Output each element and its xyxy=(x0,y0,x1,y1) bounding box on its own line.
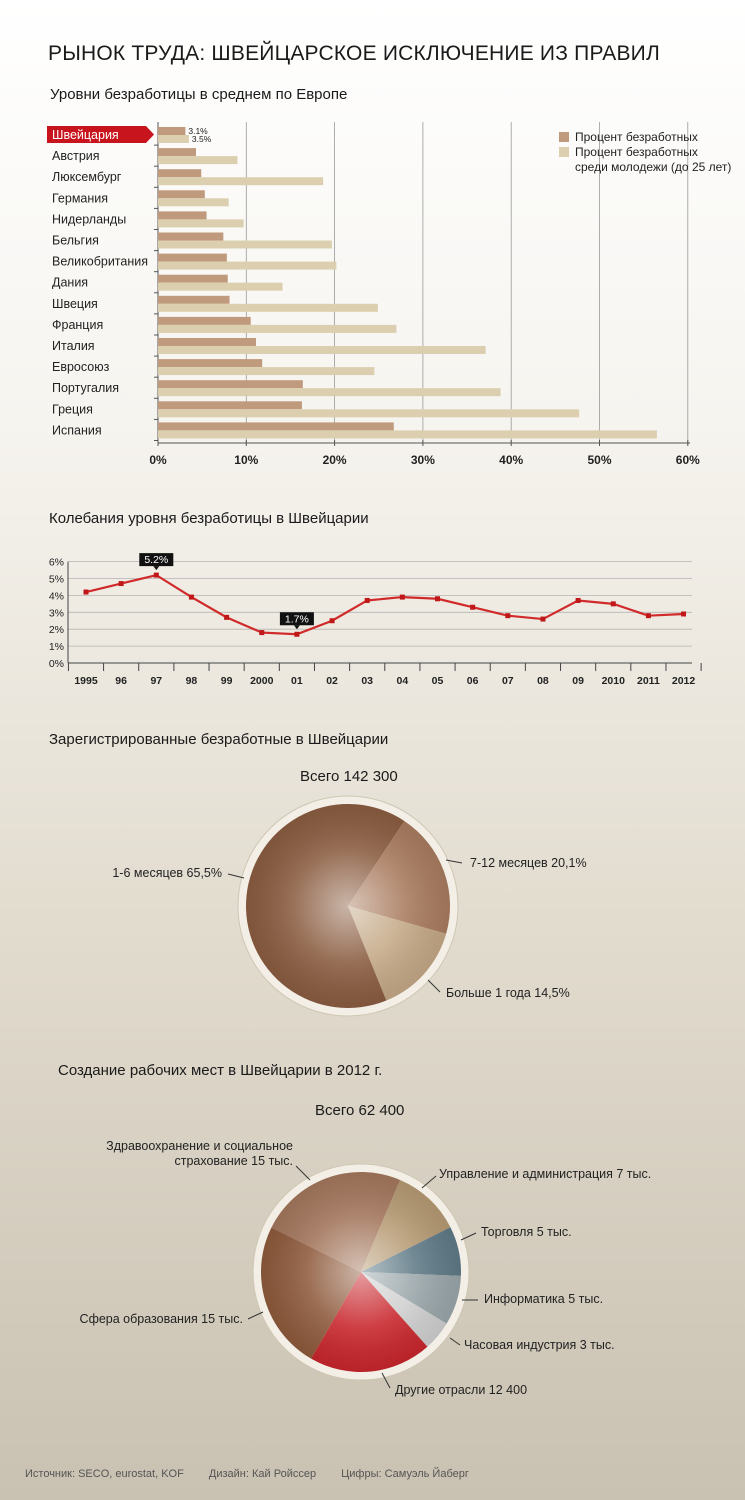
bar-category-label: Германия xyxy=(52,191,109,206)
bar-category-label: Австрия xyxy=(52,149,100,164)
line-point xyxy=(154,573,159,578)
line-point xyxy=(505,613,510,618)
line-point xyxy=(435,596,440,601)
line-point xyxy=(540,617,545,622)
pie-chart-unemployed xyxy=(0,790,745,1030)
line-point xyxy=(330,618,335,623)
bar-category-label: Евросоюз xyxy=(52,360,110,375)
bar-data-label: 3.5% xyxy=(191,134,212,144)
line-xtick-label: 02 xyxy=(326,675,338,687)
bar-xtick-label: 0% xyxy=(149,453,167,467)
bar-category-label: Италия xyxy=(52,339,95,353)
legend-label: Процент безработных xyxy=(575,130,698,144)
line-series xyxy=(86,575,684,634)
line-xtick-label: 08 xyxy=(537,675,549,687)
bar-xtick-label: 60% xyxy=(675,453,700,467)
bar-unemployed xyxy=(158,190,205,198)
line-ytick-label: 1% xyxy=(48,641,64,654)
line-point xyxy=(224,615,229,620)
bar-data-label: 3.1% xyxy=(188,126,208,136)
bar-category-label: Нидерланды xyxy=(52,212,127,227)
pie2-title: Создание рабочих мест в Швейцарии в 2012 г. xyxy=(58,1062,383,1079)
pie-shine xyxy=(246,804,450,1008)
bar-category-label: Дания xyxy=(52,275,89,290)
bar-unemployed xyxy=(158,233,223,241)
line-point xyxy=(294,632,299,637)
pie-leader-line xyxy=(228,874,244,878)
bar-youth xyxy=(158,346,486,354)
line-point xyxy=(119,581,124,586)
pie-leader-line xyxy=(248,1312,263,1319)
bar-xtick-label: 50% xyxy=(587,453,612,467)
bar-unemployed xyxy=(158,338,256,346)
line-xtick-label: 2011 xyxy=(637,675,660,687)
pie-slice-label: Здравоохранение и социальное xyxy=(106,1139,293,1153)
bar-unemployed xyxy=(158,401,302,409)
line-point xyxy=(576,598,581,603)
bar-unemployed xyxy=(158,275,228,283)
line-ytick-label: 0% xyxy=(48,658,64,670)
pie1-title: Зарегистрированные безработные в Швейцарии xyxy=(49,731,389,748)
pie-slice-label: Управление и администрация 7 тыс. xyxy=(439,1167,652,1181)
pie-chart-jobs xyxy=(0,1130,745,1420)
legend-swatch-unemployed xyxy=(559,132,569,142)
line-point xyxy=(646,613,651,618)
line-ytick-label: 4% xyxy=(48,590,64,603)
bar-youth xyxy=(158,388,501,396)
bar-youth xyxy=(158,241,332,249)
bar-category-label: Великобритания xyxy=(52,254,148,269)
bar-category-label: Испания xyxy=(52,423,102,438)
pie-leader-line xyxy=(296,1166,310,1180)
line-annotation-label: 5.2% xyxy=(144,554,169,567)
line-point xyxy=(681,611,686,616)
pie-slice-label: 1-6 месяцев 65,5% xyxy=(112,866,222,880)
bar-category-label: Греция xyxy=(52,402,93,417)
line-xtick-label: 98 xyxy=(185,675,198,687)
line-point xyxy=(400,595,405,600)
pie-slice-label: Больше 1 года 14,5% xyxy=(446,986,570,1000)
line-annotation-pointer xyxy=(294,625,300,629)
bar-xtick-label: 30% xyxy=(410,453,435,467)
pie-slice-label: Информатика 5 тыс. xyxy=(484,1292,604,1306)
bar-chart-title: Уровни безработицы в среднем по Европе xyxy=(50,86,348,103)
line-xtick-label: 04 xyxy=(396,675,409,687)
bar-unemployed xyxy=(158,317,251,325)
line-point xyxy=(611,601,616,606)
line-xtick-label: 96 xyxy=(115,675,127,687)
footer-figures: Цифры: Самуэль Йаберг xyxy=(341,1468,469,1480)
line-point xyxy=(259,630,264,635)
bar-youth xyxy=(158,304,378,312)
bar-youth xyxy=(158,156,237,164)
legend-label: Процент безработных xyxy=(575,145,698,159)
line-xtick-label: 2000 xyxy=(250,675,274,687)
line-point xyxy=(365,598,370,603)
bar-xtick-label: 10% xyxy=(234,453,259,467)
line-xtick-label: 01 xyxy=(291,675,303,687)
pie-leader-line xyxy=(428,980,440,992)
line-xtick-label: 05 xyxy=(431,675,444,687)
line-ytick-label: 6% xyxy=(48,556,64,569)
bar-unemployed xyxy=(158,359,262,367)
line-ytick-label: 5% xyxy=(48,573,64,586)
line-xtick-label: 2010 xyxy=(601,675,625,687)
pie-slice-label: Часовая индустрия 3 тыс. xyxy=(464,1338,615,1352)
bar-youth xyxy=(158,367,374,375)
bar-unemployed xyxy=(158,254,227,262)
pie-slice-label: Сфера образования 15 тыс. xyxy=(79,1312,243,1326)
line-chart-title: Колебания уровня безработицы в Швейцарии xyxy=(49,510,369,527)
bar-xtick-label: 20% xyxy=(322,453,347,467)
pie-shine xyxy=(261,1172,461,1372)
bar-unemployed xyxy=(158,127,185,135)
pie-leader-line xyxy=(450,1338,460,1345)
line-annotation-label: 1.7% xyxy=(284,613,309,626)
line-ytick-label: 2% xyxy=(48,624,64,637)
bar-unemployed xyxy=(158,211,207,219)
line-xtick-label: 97 xyxy=(150,675,163,687)
bar-unemployed xyxy=(158,296,230,304)
footer xyxy=(25,1468,491,1480)
legend-label: среди молодежи (до 25 лет) xyxy=(575,160,732,174)
bar-category-label: Швейцария xyxy=(52,128,119,142)
bar-category-label: Люксембург xyxy=(52,170,122,185)
line-point xyxy=(84,590,89,595)
line-xtick-label: 06 xyxy=(466,675,479,687)
line-xtick-label: 2012 xyxy=(671,675,696,687)
bar-unemployed xyxy=(158,148,196,156)
bar-unemployed xyxy=(158,169,201,177)
pie-slice-label: Другие отрасли 12 400 xyxy=(395,1383,528,1397)
bar-youth xyxy=(158,262,336,270)
line-annotation-pointer xyxy=(153,566,159,570)
bar-unemployed xyxy=(158,422,394,430)
pie-leader-line xyxy=(422,1176,436,1188)
bar-category-label: Швеция xyxy=(52,296,98,311)
line-xtick-label: 09 xyxy=(572,675,584,687)
pie-slice-label: 7-12 месяцев 20,1% xyxy=(470,856,587,870)
bar-youth xyxy=(158,219,244,227)
bar-youth xyxy=(158,283,283,291)
bar-youth xyxy=(158,325,396,333)
pie-slice-label: страхование 15 тыс. xyxy=(174,1154,293,1168)
line-chart xyxy=(0,548,745,698)
pie1-total: Всего 142 300 xyxy=(300,768,398,785)
bar-youth xyxy=(158,198,229,206)
bar-youth xyxy=(158,135,189,143)
bar-category-label: Франция xyxy=(52,317,104,332)
line-xtick-label: 1995 xyxy=(74,675,98,687)
pie-slice-label: Торговля 5 тыс. xyxy=(481,1225,572,1239)
footer-design: Дизайн: Кай Ройссер xyxy=(208,1468,317,1480)
bar-youth xyxy=(158,409,579,417)
pie2-total: Всего 62 400 xyxy=(315,1102,405,1119)
footer-source: Источник: SECO, eurostat, KOF xyxy=(25,1468,184,1480)
bar-category-label: Бельгия xyxy=(52,233,99,248)
bar-unemployed xyxy=(158,380,303,388)
page-title: РЫНОК ТРУДА: ШВЕЙЦАРСКОЕ ИСКЛЮЧЕНИЕ ИЗ ПРАВИЛ xyxy=(48,42,660,65)
line-point xyxy=(189,595,194,600)
line-xtick-label: 99 xyxy=(220,675,233,687)
line-xtick-label: 03 xyxy=(361,675,374,687)
bar-chart xyxy=(0,118,745,478)
line-xtick-label: 07 xyxy=(501,675,514,687)
line-ytick-label: 3% xyxy=(48,607,64,620)
line-point xyxy=(470,605,475,610)
bar-youth xyxy=(158,177,323,185)
legend-swatch-youth xyxy=(559,147,569,157)
bar-category-label: Португалия xyxy=(52,381,120,396)
bar-youth xyxy=(158,430,657,438)
bar-xtick-label: 40% xyxy=(499,453,524,467)
